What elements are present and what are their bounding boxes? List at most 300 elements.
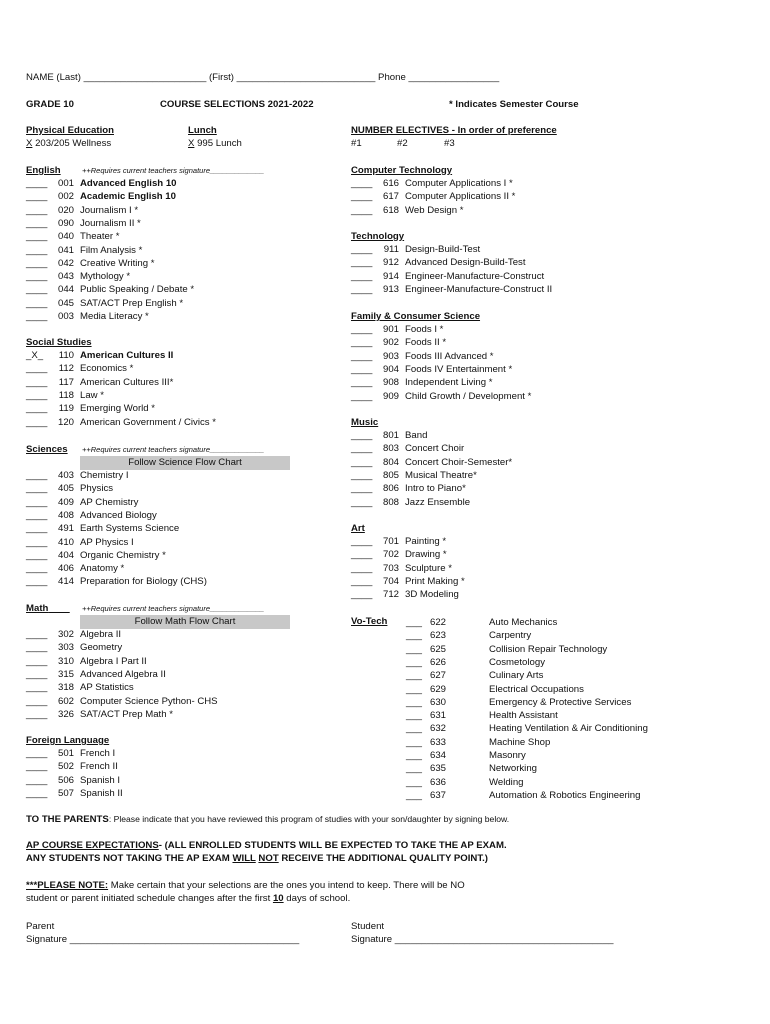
course-name: Organic Chemistry * <box>80 549 166 561</box>
course-name: Computer Applications II * <box>405 191 516 203</box>
course-name: Collision Repair Technology <box>489 643 608 655</box>
course-code: 712 <box>382 589 399 601</box>
selection-blank[interactable]: ____ <box>26 389 48 401</box>
course-code: 120 <box>57 416 74 428</box>
selection-blank[interactable]: ____ <box>351 390 373 402</box>
course-name: Creative Writing * <box>80 257 155 269</box>
course-row[interactable] <box>26 177 177 190</box>
selection-blank[interactable]: ____ <box>351 443 373 455</box>
ap-line2-a: ANY STUDENTS NOT TAKING THE AP EXAM <box>26 853 233 864</box>
course-name: American Cultures II <box>80 350 174 361</box>
selection-blank[interactable]: ____ <box>26 642 48 654</box>
course-name: Earth Systems Science <box>80 523 180 535</box>
course-code: 618 <box>382 204 399 216</box>
course-row[interactable] <box>26 509 157 522</box>
course-code: 903 <box>382 350 399 362</box>
course-code: 801 <box>382 430 399 441</box>
parents-notice <box>26 814 509 825</box>
comptech-heading: Computer Technology <box>351 165 453 176</box>
course-name: Preparation for Biology (CHS) <box>80 576 207 588</box>
course-code: 616 <box>382 178 399 189</box>
course-row[interactable] <box>26 536 134 549</box>
course-row[interactable] <box>351 535 446 548</box>
course-row[interactable] <box>351 575 465 588</box>
course-code: 318 <box>57 682 74 694</box>
selection-blank[interactable]: ____ <box>26 376 48 388</box>
course-row[interactable] <box>351 390 531 403</box>
sciences-heading: Sciences <box>26 444 68 455</box>
course-code: 914 <box>382 270 399 282</box>
course-row[interactable] <box>26 389 104 402</box>
course-code: 044 <box>57 284 74 296</box>
course-row[interactable] <box>406 722 648 735</box>
selection-blank[interactable]: ____ <box>351 456 373 468</box>
pe-item[interactable] <box>26 138 111 149</box>
course-name: Intro to Piano* <box>405 483 466 495</box>
selection-blank[interactable]: ____ <box>26 523 48 535</box>
course-name: French II <box>80 761 118 773</box>
course-name: Economics * <box>80 363 134 375</box>
selection-blank[interactable]: ____ <box>26 204 48 216</box>
course-row[interactable] <box>26 482 113 495</box>
course-name: Algebra II <box>80 629 122 640</box>
course-name: Law * <box>80 389 104 401</box>
course-row[interactable] <box>351 548 447 561</box>
selection-blank[interactable]: ____ <box>351 178 373 189</box>
course-name: Drawing * <box>405 549 447 561</box>
course-code: 020 <box>57 204 74 216</box>
grade-label: GRADE 10 <box>26 99 74 110</box>
course-code: 117 <box>58 376 74 388</box>
student-signature-line[interactable]: Signature _________________________________________ <box>351 934 614 945</box>
course-row[interactable] <box>351 376 492 389</box>
course-row[interactable] <box>351 496 470 509</box>
course-name: Emerging World * <box>80 403 156 415</box>
selection-blank[interactable]: ___ <box>406 696 423 708</box>
course-code: 310 <box>57 655 74 667</box>
english-heading: English <box>26 165 61 176</box>
elective-slot-3[interactable]: #3 <box>444 138 455 149</box>
course-code: 315 <box>57 668 74 680</box>
course-code: 507 <box>57 787 74 799</box>
course-row[interactable] <box>406 669 544 682</box>
course-row[interactable] <box>26 549 166 562</box>
selection-blank[interactable]: ____ <box>26 416 48 428</box>
course-row[interactable] <box>406 616 558 629</box>
course-row[interactable] <box>26 362 133 375</box>
ap-not: NOT <box>258 853 279 864</box>
course-name: Jazz Ensemble <box>405 496 471 508</box>
course-name: Academic English 10 <box>80 191 176 203</box>
course-code: 636 <box>430 776 447 788</box>
course-name: Independent Living * <box>405 377 493 389</box>
course-name: Machine Shop <box>489 736 551 748</box>
course-row[interactable] <box>351 190 515 203</box>
course-name: Film Analysis * <box>80 244 143 256</box>
course-row[interactable] <box>26 628 121 641</box>
selection-blank[interactable]: ____ <box>26 191 48 203</box>
course-row[interactable] <box>351 256 526 269</box>
course-name: Emergency & Protective Services <box>489 696 632 708</box>
course-row[interactable] <box>26 376 173 389</box>
selection-blank[interactable]: ____ <box>26 297 48 309</box>
course-name: Advanced Biology <box>80 509 157 521</box>
selection-blank[interactable]: ____ <box>351 589 373 601</box>
course-code: 704 <box>382 575 399 587</box>
selection-blank[interactable]: ____ <box>26 509 48 521</box>
course-code: 502 <box>57 761 74 773</box>
course-name: Foods IV Entertainment * <box>405 363 513 375</box>
course-row[interactable] <box>26 190 176 203</box>
note-text2-b: days of school. <box>283 893 351 904</box>
course-row[interactable] <box>406 789 641 802</box>
selection-blank[interactable]: ____ <box>351 575 373 587</box>
selection-blank[interactable]: ____ <box>26 682 48 694</box>
course-row[interactable] <box>406 683 584 696</box>
course-row[interactable] <box>26 257 154 270</box>
course-row[interactable] <box>351 482 466 495</box>
course-row[interactable] <box>26 787 123 800</box>
course-code: 410 <box>57 536 74 548</box>
technology-heading: Technology <box>351 231 405 242</box>
course-code: 001 <box>57 178 74 189</box>
course-name: Child Growth / Development * <box>405 390 532 402</box>
course-row[interactable] <box>406 749 526 762</box>
ap-will: WILL <box>232 853 256 864</box>
selection-blank[interactable]: ____ <box>351 562 373 574</box>
family-heading: Family & Consumer Science <box>351 311 481 322</box>
course-row[interactable] <box>351 270 544 283</box>
course-row[interactable] <box>351 336 446 349</box>
course-name: French I <box>80 748 116 759</box>
selection-blank[interactable]: ____ <box>26 231 48 243</box>
course-row[interactable] <box>351 442 464 455</box>
selection-blank[interactable]: ____ <box>351 469 373 481</box>
course-row[interactable] <box>406 709 558 722</box>
course-row[interactable] <box>351 429 427 442</box>
selection-blank[interactable]: ____ <box>26 655 48 667</box>
math-signature-note: ++Requires current teachers signature_____________ <box>82 604 265 613</box>
course-name: Heating Ventilation & Air Conditioning <box>489 723 648 735</box>
course-row[interactable] <box>351 243 480 256</box>
sciences-signature-note: ++Requires current teachers signature_____________ <box>82 445 265 454</box>
course-name: AP Physics I <box>80 536 134 548</box>
course-row[interactable] <box>406 736 551 749</box>
course-row[interactable] <box>26 708 173 721</box>
selection-blank[interactable]: ____ <box>26 563 48 575</box>
course-name: Geometry <box>80 642 123 654</box>
electives-heading: NUMBER ELECTIVES - In order of preference <box>351 125 557 136</box>
course-name: American Government / Civics * <box>80 416 216 428</box>
selection-blank[interactable]: ____ <box>351 363 373 375</box>
course-row[interactable] <box>406 696 632 709</box>
selection-blank[interactable]: ____ <box>26 668 48 680</box>
name-line[interactable]: NAME (Last) _______________________ (First) __________________________ Phone _________________ <box>26 72 500 83</box>
selection-blank[interactable]: ___ <box>406 776 423 788</box>
selection-blank[interactable]: ___ <box>406 763 423 775</box>
course-row[interactable] <box>26 349 173 362</box>
course-row[interactable] <box>26 774 120 787</box>
science-flow-chart-banner: Follow Science Flow Chart <box>80 456 290 470</box>
course-row[interactable] <box>26 217 141 230</box>
course-name: Automation & Robotics Engineering <box>489 789 641 801</box>
course-name: Masonry <box>489 750 526 761</box>
selection-blank[interactable]: ____ <box>351 549 373 561</box>
course-row[interactable] <box>406 656 545 669</box>
course-name: Foods II * <box>405 337 447 349</box>
selection-blank[interactable]: ____ <box>26 257 48 269</box>
course-row[interactable] <box>26 760 118 773</box>
course-row[interactable] <box>406 643 608 656</box>
course-name: Electrical Occupations <box>489 683 584 695</box>
lunch-heading: Lunch <box>188 125 217 136</box>
course-row[interactable] <box>26 681 134 694</box>
course-code: 702 <box>382 549 399 561</box>
selection-blank[interactable]: ___ <box>406 736 423 748</box>
selection-blank[interactable]: ___ <box>406 750 423 761</box>
course-name: Health Assistant <box>489 710 558 722</box>
note-days: 10 <box>272 893 284 904</box>
selection-blank[interactable]: ___ <box>406 789 423 801</box>
parents-label: TO THE PARENTS <box>26 814 109 825</box>
selection-blank[interactable]: ____ <box>26 761 48 773</box>
selection-blank[interactable]: ____ <box>26 470 48 481</box>
course-name: Print Making * <box>405 575 465 587</box>
course-row[interactable] <box>26 668 166 681</box>
course-row[interactable] <box>26 641 122 654</box>
course-code: 806 <box>382 483 399 495</box>
course-code: 501 <box>57 748 74 759</box>
selection-blank[interactable]: ____ <box>26 774 48 786</box>
course-row[interactable] <box>26 283 194 296</box>
course-code: 631 <box>430 710 447 722</box>
parents-text: : Please indicate that you have reviewed this program of studies with your son/daughter by signing below. <box>108 814 510 824</box>
selection-blank[interactable]: ____ <box>351 324 373 335</box>
course-name: Advanced English 10 <box>80 178 177 189</box>
course-row[interactable] <box>26 496 138 509</box>
course-row[interactable] <box>406 776 524 789</box>
course-code: 110 <box>58 350 74 361</box>
course-code: 913 <box>382 283 399 295</box>
course-row[interactable] <box>26 310 149 323</box>
selection-blank[interactable]: ____ <box>351 204 373 216</box>
course-row[interactable] <box>351 456 512 469</box>
course-row[interactable] <box>26 244 142 257</box>
selection-blank[interactable]: ____ <box>351 377 373 389</box>
selection-blank[interactable]: ____ <box>26 629 48 640</box>
course-name: Culinary Arts <box>489 670 544 682</box>
selection-blank[interactable]: ____ <box>351 257 373 269</box>
course-name: Foods I * <box>405 324 444 335</box>
course-code: 408 <box>57 509 74 521</box>
selection-blank[interactable]: ____ <box>26 695 48 707</box>
course-code: 908 <box>382 377 399 389</box>
selection-blank[interactable]: ____ <box>26 311 48 322</box>
selection-blank[interactable]: ____ <box>26 271 48 283</box>
course-code: 406 <box>57 563 74 575</box>
selection-blank[interactable]: ___ <box>406 683 423 695</box>
course-row[interactable] <box>351 283 552 296</box>
selection-blank[interactable]: ____ <box>26 244 48 256</box>
selection-blank[interactable]: ____ <box>26 549 48 561</box>
selection-blank[interactable]: ____ <box>351 430 373 441</box>
course-code: 911 <box>383 244 399 255</box>
course-code: 803 <box>382 443 399 455</box>
elective-slot-2[interactable]: #2 <box>397 138 408 149</box>
course-row[interactable] <box>26 297 183 310</box>
selection-blank[interactable]: ___ <box>406 656 423 668</box>
course-code: 634 <box>430 750 447 761</box>
selection-blank[interactable]: ___ <box>406 643 423 655</box>
course-code: 326 <box>57 708 74 720</box>
course-code: 703 <box>382 562 399 574</box>
student-label: Student <box>351 921 385 932</box>
elective-slot-1[interactable]: #1 <box>351 138 362 149</box>
selection-blank[interactable]: ____ <box>351 283 373 295</box>
course-name: Computer Science Python- CHS <box>80 695 218 707</box>
note-label: ***PLEASE NOTE: <box>26 880 109 891</box>
selection-blank[interactable]: ____ <box>26 483 48 495</box>
course-row[interactable] <box>351 177 513 190</box>
selection-blank[interactable]: ____ <box>351 337 373 349</box>
course-name: Concert Choir-Semester* <box>405 456 513 468</box>
course-row[interactable] <box>351 323 443 336</box>
course-name: Public Speaking / Debate * <box>80 284 195 296</box>
course-name: Sculpture * <box>405 562 452 574</box>
course-name: Spanish II <box>80 787 123 799</box>
selection-blank[interactable]: ____ <box>26 178 48 189</box>
course-row[interactable] <box>26 562 124 575</box>
note-text1: Make certain that your selections are the ones you intend to keep. There will be NO <box>108 880 465 891</box>
pe-heading: Physical Education <box>26 125 114 136</box>
course-row[interactable] <box>26 270 130 283</box>
course-name: SAT/ACT Prep English * <box>80 297 184 309</box>
english-signature-note: ++Requires current teachers signature_____________ <box>82 166 265 175</box>
course-code: 632 <box>430 723 447 735</box>
course-row[interactable] <box>351 204 463 217</box>
course-row[interactable] <box>26 575 207 588</box>
course-code: 404 <box>57 549 74 561</box>
selection-blank[interactable]: ____ <box>351 350 373 362</box>
parent-label: Parent <box>26 921 55 932</box>
course-row[interactable] <box>351 588 459 601</box>
course-row[interactable] <box>26 402 155 415</box>
course-code: 909 <box>382 390 399 402</box>
parent-signature-line[interactable]: Signature ___________________________________________ <box>26 934 300 945</box>
course-row[interactable] <box>26 230 119 243</box>
course-code: 303 <box>57 642 74 654</box>
selection-blank[interactable]: ___ <box>406 723 423 735</box>
course-code: 491 <box>57 523 74 535</box>
selection-blank[interactable]: ____ <box>351 244 373 255</box>
course-row[interactable] <box>26 655 147 668</box>
art-heading: Art <box>351 523 365 534</box>
course-row[interactable] <box>26 469 129 482</box>
selection-blank[interactable]: ____ <box>26 708 48 720</box>
selection-blank[interactable]: ____ <box>26 748 48 759</box>
course-name: Welding <box>489 776 524 788</box>
selection-blank[interactable]: ____ <box>351 270 373 282</box>
course-name: Networking <box>489 763 537 775</box>
ap-line2-b: RECEIVE THE ADDITIONAL QUALITY POINT.) <box>278 853 488 864</box>
course-code: 041 <box>57 244 74 256</box>
course-name: Engineer-Manufacture-Construct II <box>405 283 553 295</box>
lunch-item[interactable] <box>188 138 242 149</box>
note-line2 <box>26 893 350 904</box>
course-row[interactable] <box>26 747 115 760</box>
selection-blank[interactable]: ____ <box>26 363 48 375</box>
selection-blank[interactable]: _X_ <box>26 350 44 361</box>
selection-blank[interactable]: ____ <box>351 496 373 508</box>
course-code: 119 <box>58 403 74 415</box>
course-row[interactable] <box>26 416 216 429</box>
course-name: AP Statistics <box>80 682 134 694</box>
course-name: Advanced Design-Build-Test <box>405 257 526 269</box>
course-name: Chemistry I <box>80 470 129 481</box>
course-name: Concert Choir <box>405 443 465 455</box>
course-code: 043 <box>57 271 74 283</box>
course-code: 912 <box>382 257 399 269</box>
selection-blank[interactable]: ___ <box>406 617 423 628</box>
votech-heading: Vo-Tech <box>351 616 388 627</box>
course-name: Mythology * <box>80 271 131 283</box>
course-code: 118 <box>58 389 74 401</box>
course-name: Media Literacy * <box>80 311 149 322</box>
course-code: 112 <box>58 363 74 375</box>
course-name: Journalism II * <box>80 217 141 229</box>
selection-blank[interactable]: ____ <box>351 483 373 495</box>
selection-blank[interactable]: ___ <box>406 630 423 642</box>
selection-blank[interactable]: ____ <box>26 787 48 799</box>
selection-blank[interactable]: ____ <box>26 403 48 415</box>
course-code: 003 <box>57 311 74 322</box>
selection-blank[interactable]: ____ <box>26 217 48 229</box>
note-line1 <box>26 880 465 891</box>
course-row[interactable] <box>351 562 452 575</box>
course-row[interactable] <box>26 522 179 535</box>
math-heading <box>26 603 70 614</box>
course-code: 635 <box>430 763 447 775</box>
selection-blank[interactable]: ____ <box>26 284 48 296</box>
lunch-text: 995 Lunch <box>197 138 242 149</box>
selection-blank[interactable]: ____ <box>26 496 48 508</box>
course-row[interactable] <box>351 363 512 376</box>
course-code: 629 <box>430 683 447 695</box>
course-name: Foods III Advanced * <box>405 350 494 362</box>
course-code: 617 <box>382 191 399 203</box>
course-code: 633 <box>430 736 447 748</box>
course-name: Carpentry <box>489 630 532 642</box>
course-row[interactable] <box>406 629 532 642</box>
course-code: 414 <box>57 576 74 588</box>
course-row[interactable] <box>26 204 138 217</box>
selection-blank[interactable]: ____ <box>26 576 48 588</box>
selection-blank[interactable]: ____ <box>351 536 373 547</box>
course-name: 3D Modeling <box>405 589 459 601</box>
course-code: 045 <box>57 297 74 309</box>
selection-blank[interactable]: ____ <box>351 191 373 203</box>
selection-blank[interactable]: ___ <box>406 710 423 722</box>
course-row[interactable] <box>406 762 537 775</box>
selection-blank[interactable]: ____ <box>26 536 48 548</box>
course-row[interactable] <box>26 695 218 708</box>
course-row[interactable] <box>351 350 494 363</box>
course-row[interactable] <box>351 469 477 482</box>
note-text2-a: student or parent initiated schedule changes after the first <box>26 893 273 904</box>
selection-blank[interactable]: ___ <box>406 670 423 682</box>
course-code: 625 <box>430 643 447 655</box>
course-code: 623 <box>430 630 447 642</box>
